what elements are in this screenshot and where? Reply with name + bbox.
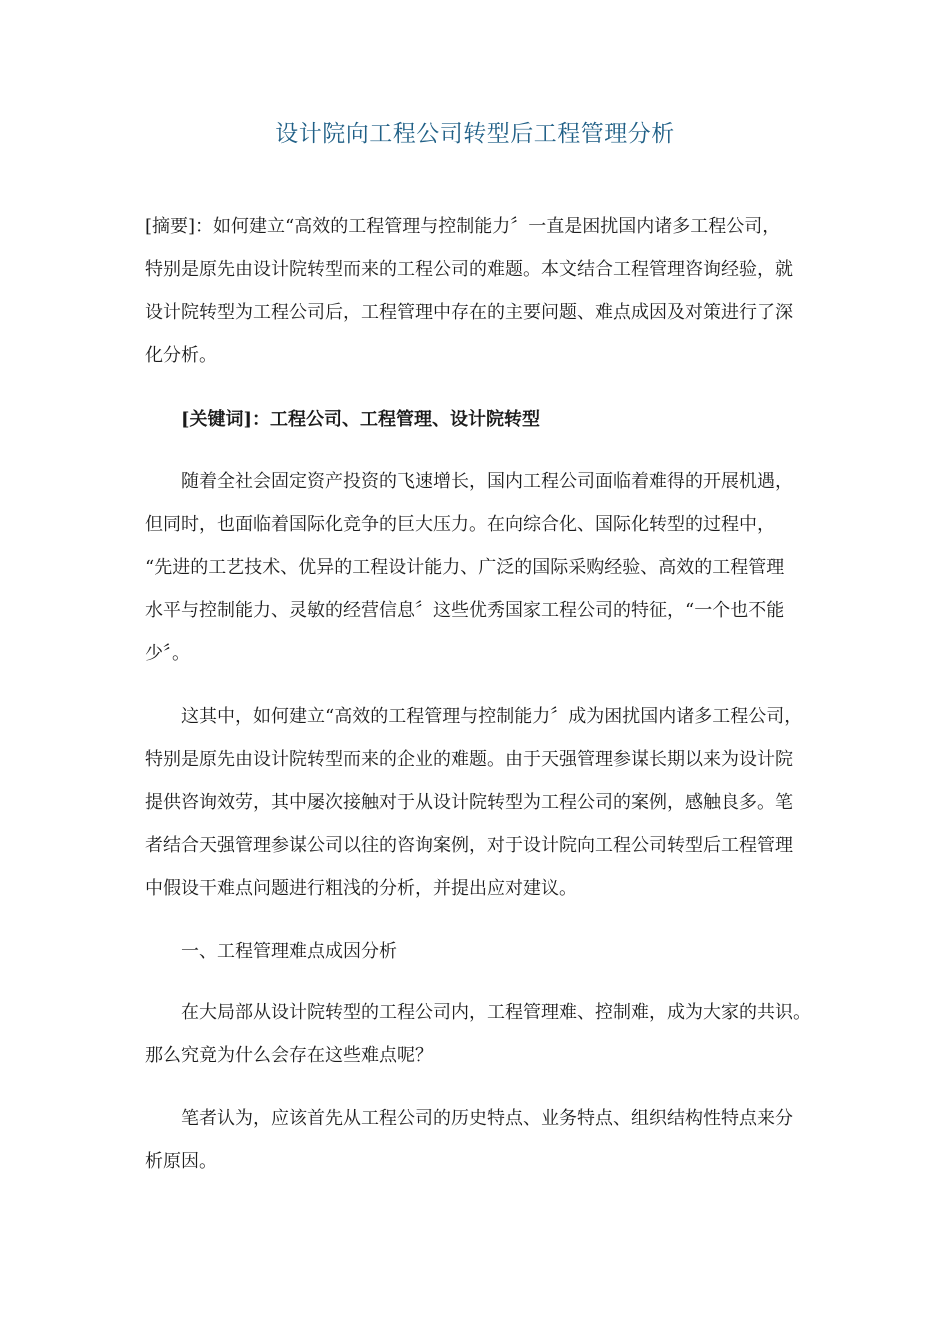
paragraph-line: 提供咨询效劳，其中屡次接触对于从设计院转型为工程公司的案例，感触良多。笔 bbox=[145, 792, 793, 813]
paragraph-line: 中假设干难点问题进行粗浅的分析，并提出应对建议。 bbox=[145, 878, 577, 899]
abstract-line: 特别是原先由设计院转型而来的工程公司的难题。本文结合工程管理咨询经验，就 bbox=[145, 259, 793, 280]
section-heading-line: 一、工程管理难点成因分析 bbox=[181, 941, 397, 962]
abstract-paragraph bbox=[145, 205, 835, 377]
paragraph-line: 那么究竟为什么会存在这些难点呢？ bbox=[145, 1045, 433, 1066]
body-paragraph-2 bbox=[145, 695, 835, 910]
paragraph-line: 但同时，也面临着国际化竞争的巨大压力。在向综合化、国际化转型的过程中， bbox=[145, 514, 775, 535]
abstract-line: 设计院转型为工程公司后，工程管理中存在的主要问题、难点成因及对策进行了深 bbox=[145, 302, 793, 323]
paragraph-line: 者结合天强管理参谋公司以往的咨询案例，对于设计院向工程公司转型后工程管理 bbox=[145, 835, 793, 856]
paragraph-line: “先进的工艺技术、优异的工程设计能力、广泛的国际采购经验、高效的工程管理 bbox=[145, 557, 785, 578]
body-paragraph-1 bbox=[145, 460, 835, 675]
paragraph-line: 特别是原先由设计院转型而来的企业的难题。由于天强管理参谋长期以来为设计院 bbox=[145, 749, 793, 770]
keywords-paragraph bbox=[145, 398, 835, 441]
paragraph-line: 随着全社会固定资产投资的飞速增长，国内工程公司面临着难得的开展机遇， bbox=[181, 471, 793, 492]
paragraph-line: 这其中，如何建立“高效的工程管理与控制能力〞成为困扰国内诸多工程公司， bbox=[181, 706, 803, 727]
paragraph-line: 析原因。 bbox=[145, 1151, 217, 1172]
paragraph-line: 少〞。 bbox=[145, 643, 190, 664]
paragraph-line: 水平与控制能力、灵敏的经营信息〞这些优秀国家工程公司的特征，“一个也不能 bbox=[145, 600, 785, 621]
abstract-line: [摘要]：如何建立“高效的工程管理与控制能力〞一直是困扰国内诸多工程公司， bbox=[145, 216, 781, 237]
abstract-line: 化分析。 bbox=[145, 345, 217, 366]
keywords-line: [关键词]：工程公司、工程管理、设计院转型 bbox=[181, 409, 541, 430]
paragraph-line: 在大局部从设计院转型的工程公司内，工程管理难、控制难，成为大家的共识。 bbox=[181, 1002, 811, 1023]
body-paragraph-3 bbox=[145, 991, 835, 1077]
document-title: 设计院向工程公司转型后工程管理分析 bbox=[275, 121, 675, 147]
body-paragraph-4 bbox=[145, 1097, 835, 1183]
section-heading-1 bbox=[145, 930, 835, 973]
paragraph-line: 笔者认为，应该首先从工程公司的历史特点、业务特点、组织结构性特点来分 bbox=[181, 1108, 793, 1129]
